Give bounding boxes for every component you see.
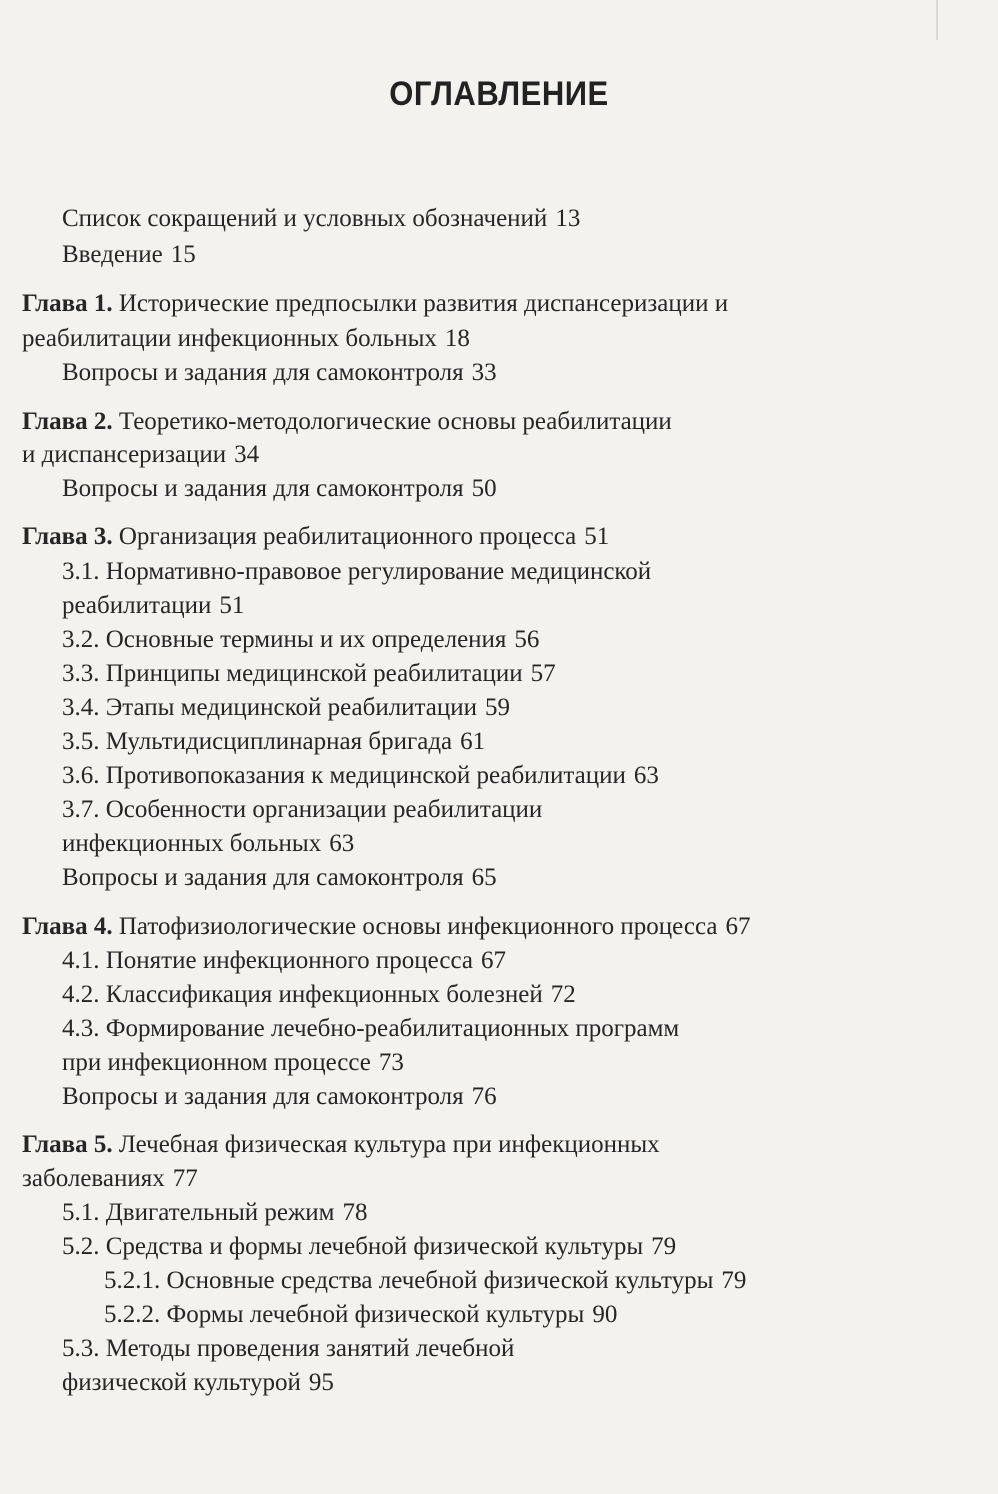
toc-page-number: 13 [555,205,581,232]
chapter-number: Глава 5. [22,1131,113,1158]
section-title-line: 3.1. Нормативно-правовое регулирование медицинской [62,558,652,585]
page-title: ОГЛАВЛЕНИЕ [389,73,609,114]
toc-page-number: 79 [721,1267,747,1294]
toc-entry-label [22,910,717,944]
toc-entry-label: при инфекционном процессе [62,1049,371,1076]
toc-entry-label: инфекционных больных [62,830,322,857]
toc-page-number: 67 [481,947,506,974]
toc-entry-label: 5.2.1. Основные средства лечебной физической культуры [104,1267,714,1294]
toc-page-number: 61 [460,728,486,755]
toc-entry-label: 3.5. Мультидисциплинарная бригада [62,728,453,755]
chapter-number: Глава 1. [22,290,113,317]
toc-page-number: 51 [584,523,610,550]
toc-page-number: 65 [471,864,497,891]
chapter-number: Глава 2. [22,408,113,435]
toc-page-number: 72 [550,981,576,1008]
toc-page-number: 78 [342,1199,368,1226]
toc-page-number: 73 [378,1049,404,1076]
toc-entry-label: 4.1. Понятие инфекционного процесса [62,947,473,974]
toc-entry-label: реабилитации [62,592,212,619]
chapter-title-line: Лечебная физическая культура при инфекционных [112,1131,660,1158]
toc-page-number: 77 [172,1165,198,1192]
toc-page-number: 15 [170,241,196,268]
toc-page-number: 57 [530,660,556,687]
chapter-title-line: Патофизиологические основы инфекционного процесса [112,913,718,940]
section-title-line: 3.7. Особенности организации реабилитации [62,796,543,823]
chapter-title-line: Организация реабилитационного процесса [112,523,577,550]
section-title-line: 5.3. Методы проведения занятий лечебной [62,1335,515,1362]
toc-entry-label: заболеваниях [22,1165,165,1192]
toc-page-number: 63 [633,762,659,789]
section-title-line: 4.3. Формирование лечебно-реабилитационных программ [62,1015,680,1042]
toc-entry-label: Вопросы и задания для самоконтроля [62,475,464,502]
toc-page-number: 33 [471,359,497,386]
toc-page-number: 34 [234,441,260,468]
toc-page-number: 76 [471,1083,497,1110]
chapter-title-line: Теоретико-методологические основы реабилитации [112,408,672,435]
toc-entry-label: 4.2. Классификация инфекционных болезней [62,981,543,1008]
toc-entry-label: физической культурой [62,1369,301,1396]
toc-entry-label: 5.2. Средства и формы лечебной физической культуры [62,1233,644,1260]
chapter-title-line: Исторические предпосылки развития диспансеризации и [112,290,729,317]
toc-page-number: 63 [329,830,355,857]
toc-entry-label: 3.6. Противопоказания к медицинской реабилитации [62,762,626,789]
toc-page-number: 50 [471,475,497,502]
toc-entry-label: Список сокращений и условных обозначений [62,205,548,232]
toc-entry-label: 5.1. Двигательный режим [62,1199,335,1226]
toc-page-number: 79 [651,1233,677,1260]
toc-entry-label: 3.4. Этапы медицинской реабилитации [62,694,478,721]
chapter-number: Глава 4. [22,913,113,940]
toc-entry-label: Вопросы и задания для самоконтроля [62,359,464,386]
toc-page-number: 59 [485,694,511,721]
toc-page-number: 51 [219,592,245,619]
toc-entry-label [22,520,576,554]
toc-entry-label: Вопросы и задания для самоконтроля [62,864,464,891]
toc-entry-label: 3.2. Основные термины и их определения [62,626,507,653]
toc-page-number: 90 [592,1301,618,1328]
chapter-number: Глава 3. [22,523,113,550]
toc-entry-label: 3.3. Принципы медицинской реабилитации [62,660,523,687]
toc-page-number: 95 [308,1369,334,1396]
page-edge-mark [936,0,938,40]
toc-entry-label: и диспансеризации [22,441,227,468]
toc-entry-label: 5.2.2. Формы лечебной физической культуры [104,1301,585,1328]
toc-page-number: 18 [444,325,470,352]
toc-page-number: 56 [514,626,540,653]
toc-entry-label: Введение [62,241,163,268]
toc-entry-label: Вопросы и задания для самоконтроля [62,1083,464,1110]
toc-entry-label: реабилитации инфекционных больных [22,325,437,352]
toc-page-number: 67 [725,913,751,940]
